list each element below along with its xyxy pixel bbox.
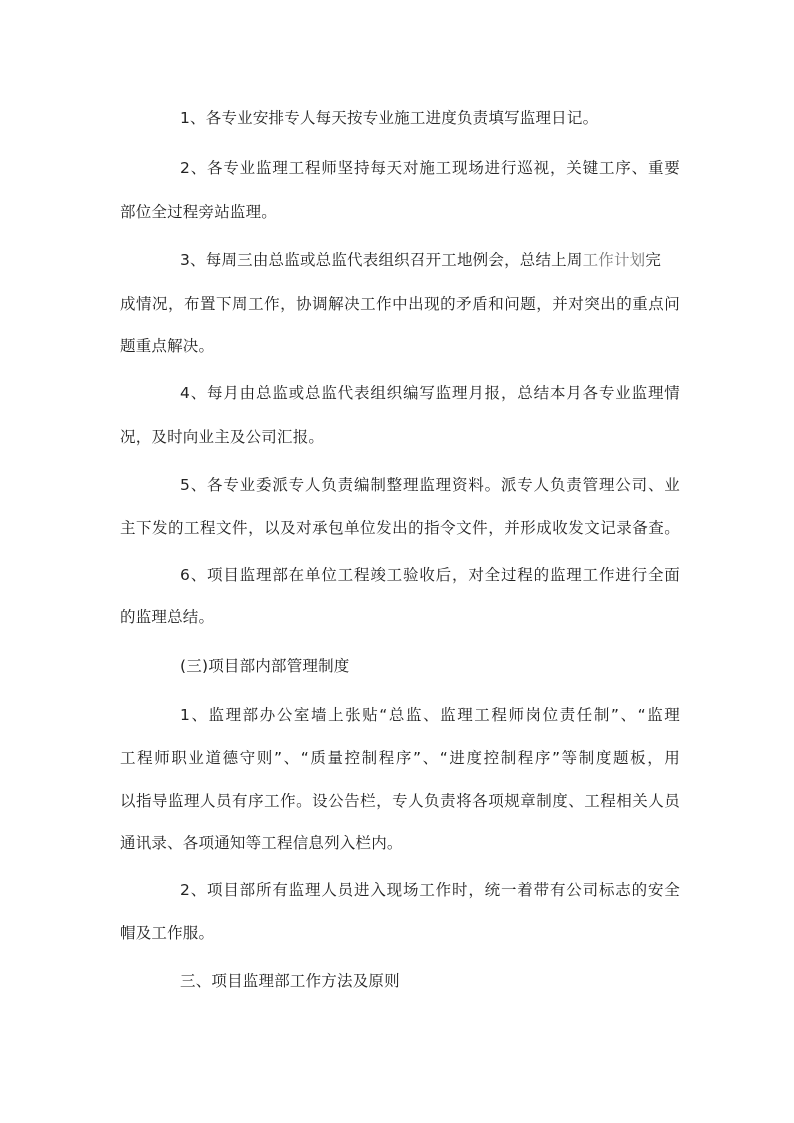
paragraph-1-line-1: 1、各专业安排专人每天按专业施工进度负责填写监理日记。 xyxy=(180,109,599,127)
management-item-2-line-1: 2、项目部所有监理人员进入现场工作时，统一着带有公司标志的安全 xyxy=(180,881,680,899)
paragraph-3-text-muted: 工作计划 xyxy=(582,251,646,269)
management-item-2-line-2: 帽及工作服。 xyxy=(120,924,215,942)
management-item-1-line-4: 通讯录、各项通知等工程信息列入栏内。 xyxy=(120,834,403,852)
paragraph-2-line-1: 2、各专业监理工程师坚持每天对施工现场进行巡视，关键工序、重要 xyxy=(180,159,680,177)
paragraph-3-line-3: 题重点解决。 xyxy=(120,337,215,355)
paragraph-6-line-2: 的监理总结。 xyxy=(120,608,215,626)
section-heading-internal-management: (三)项目部内部管理制度 xyxy=(180,657,350,675)
management-item-1-line-2: 工程师职业道德守则”、“质量控制程序”、“进度控制程序”等制度题板，用 xyxy=(120,749,680,767)
paragraph-4-line-2: 况，及时向业主及公司汇报。 xyxy=(120,428,325,446)
paragraph-5-line-1: 5、各专业委派专人负责编制整理监理资料。派专人负责管理公司、业 xyxy=(180,476,680,494)
section-heading-work-methods: 三、项目监理部工作方法及原则 xyxy=(180,972,400,990)
paragraph-4-line-1: 4、每月由总监或总监代表组织编写监理月报，总结本月各专业监理情 xyxy=(180,384,680,402)
management-item-1-line-3: 以指导监理人员有序工作。设公告栏，专人负责将各项规章制度、工程相关人员 xyxy=(120,792,680,810)
paragraph-2-line-2: 部位全过程旁站监理。 xyxy=(120,203,278,221)
management-item-1-line-1: 1、监理部办公室墙上张贴“总监、监理工程师岗位责任制”、“监理 xyxy=(180,706,680,724)
paragraph-3-line-1 xyxy=(180,250,680,270)
paragraph-3-text-a: 3、每周三由总监或总监代表组织召开工地例会，总结上周 xyxy=(180,251,583,269)
paragraph-5-line-2: 主下发的工程文件，以及对承包单位发出的指令文件，并形成收发文记录备查。 xyxy=(120,519,680,537)
paragraph-3-text-b: 完 xyxy=(645,251,662,269)
paragraph-6-line-1: 6、项目监理部在单位工程竣工验收后，对全过程的监理工作进行全面 xyxy=(180,566,680,584)
paragraph-3-line-2: 成情况，布置下周工作，协调解决工作中出现的矛盾和问题，并对突出的重点问 xyxy=(120,295,680,313)
